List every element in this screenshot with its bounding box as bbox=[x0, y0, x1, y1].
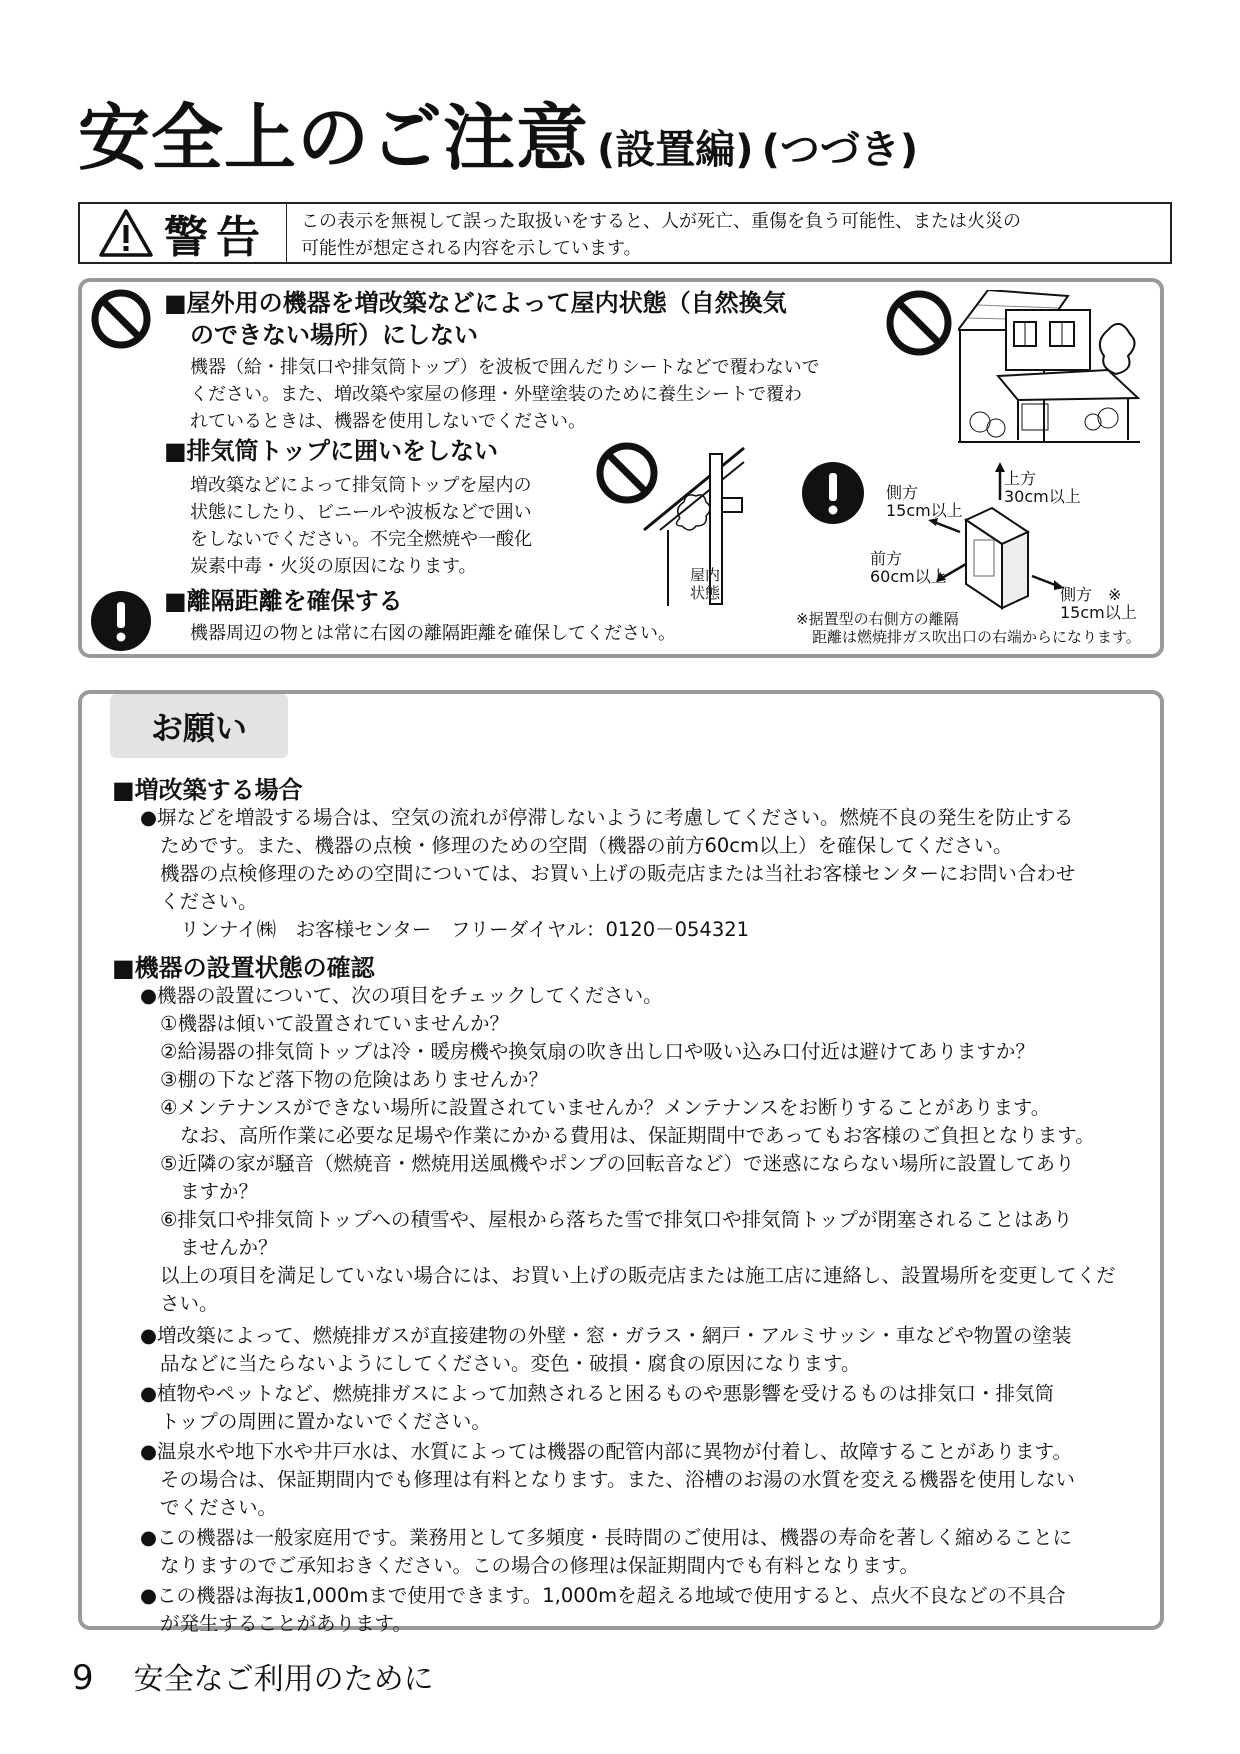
check-item: ③棚の下など落下物の危険はありませんか？ bbox=[160, 1068, 548, 1091]
item2-body-line: 増改築などによって排気筒トップを屋内の bbox=[190, 475, 532, 496]
clearance-note-line: 距離は燃焼排ガス吹出口の右端からになります。 bbox=[812, 628, 1141, 646]
item1-heading-1: ■屋外用の機器を増改築などによって屋内状態（自然換気 bbox=[164, 289, 787, 317]
warning-description bbox=[287, 204, 1035, 262]
request-line: でください。 bbox=[160, 1496, 278, 1519]
title-sub-install: (設置編) bbox=[597, 127, 754, 173]
item2-body-line: をしないでください。不完全燃焼や一酸化 bbox=[190, 529, 532, 550]
request-line: ●この機器は一般家庭用です。業務用として多頻度・長時間のご使用は、機器の寿命を著しく縮めることに bbox=[140, 1526, 1072, 1549]
check-item: ますか？ bbox=[180, 1180, 259, 1203]
warning-triangle-icon bbox=[98, 208, 154, 258]
item2-body-line: 炭素中毒・火災の原因になります。 bbox=[190, 556, 477, 577]
warning-desc-line: 可能性が想定される内容を示しています。 bbox=[301, 238, 642, 259]
request-line: ●この機器は海抜1,000mまで使用できます。1,000mを超える地域で使用すると、点火不良などの不具合 bbox=[140, 1584, 1066, 1607]
request-tab: お願い bbox=[110, 694, 288, 758]
check-item: ②給湯器の排気筒トップは冷・暖房機や換気扇の吹き出し口や吸い込み口付近は避けてありますか？ bbox=[160, 1040, 1035, 1063]
request-line: ●増改築によって、燃焼排ガスが直接建物の外壁・窓・ガラス・網戸・アルミサッシ・車などや物置の塗装 bbox=[140, 1324, 1072, 1347]
customer-center-line: リンナイ㈱ お客様センター フリーダイヤル：0120－054321 bbox=[180, 918, 750, 941]
prohibition-icon bbox=[884, 288, 954, 358]
item1-body-line: れているときは、機器を使用しないでください。 bbox=[190, 411, 586, 432]
prohibition-icon bbox=[90, 288, 152, 350]
check-item: なお、高所作業に必要な足場や作業にかかる費用は、保証期間中であってもお客様のご負担となります。 bbox=[180, 1124, 1095, 1147]
mandatory-icon bbox=[800, 460, 866, 526]
clearance-left-side bbox=[886, 484, 963, 520]
request-line: 品などに当たらないようにしてください。変色・破損・腐食の原因になります。 bbox=[160, 1352, 861, 1375]
request-line: ●温泉水や地下水や井戸水は、水質によっては機器の配管内部に異物が付着し、故障することがあります。 bbox=[140, 1440, 1072, 1463]
indoor-state-label bbox=[690, 566, 720, 602]
title-sub-continued: (つづき) bbox=[761, 127, 919, 173]
request-line: が発生することがあります。 bbox=[160, 1612, 412, 1635]
clearance-label: 側方 ※ bbox=[1060, 585, 1122, 604]
request-line: 以上の項目を満足していない場合には、お買い上げの販売店または施工店に連絡し、設置場所を変更してくだ bbox=[160, 1264, 1116, 1287]
request-line: ●塀などを増設する場合は、空気の流れが停滞しないように考慮してください。燃焼不良の発生を防止する bbox=[140, 806, 1074, 829]
mandatory-icon bbox=[90, 590, 152, 652]
request-line: さい。 bbox=[160, 1292, 219, 1315]
item2-body bbox=[190, 472, 532, 580]
item2-body-line: 状態にしたり、ビニールや波板などで囲い bbox=[190, 502, 532, 523]
page-title bbox=[78, 80, 918, 184]
check-item: ①機器は傾いて設置されていませんか？ bbox=[160, 1012, 509, 1035]
check-item: ⑥排気口や排気筒トップへの積雪や、屋根から落ちた雪で排気口や排気筒トップが閉塞されることはあり bbox=[160, 1208, 1073, 1231]
warning-label-text: 警告 bbox=[164, 212, 268, 263]
request-line: その場合は、保証期間内でも修理は有料となります。また、浴槽のお湯の水質を変える機器を使用しない bbox=[160, 1468, 1075, 1491]
title-main: 安全上のご注意 bbox=[78, 96, 590, 180]
check-item: ④メンテナンスができない場所に設置されていませんか？メンテナンスをお断りすることがあります。 bbox=[160, 1096, 1051, 1119]
item1-body-line: ください。また、増改築や家屋の修理・外壁塗装のために養生シートで覆わ bbox=[190, 384, 802, 405]
section-install-check-heading: ■機器の設置状態の確認 bbox=[112, 954, 375, 982]
warning-header bbox=[78, 202, 1172, 264]
request-line: トップの周囲に置かないでください。 bbox=[160, 1410, 491, 1433]
clearance-label: 上方 bbox=[1004, 469, 1037, 488]
request-line: ください。 bbox=[160, 890, 258, 913]
warning-label bbox=[80, 204, 287, 262]
clearance-label: 30cm以上 bbox=[1004, 487, 1081, 506]
page-footer bbox=[72, 1654, 434, 1698]
indoor-label-line: 状態 bbox=[690, 584, 721, 602]
request-line: ●植物やペットなど、燃焼排ガスによって加熱されると困るものや悪影響を受けるものは排気口・排気筒 bbox=[140, 1382, 1055, 1405]
clearance-label: 15cm以上 bbox=[1060, 603, 1137, 622]
clearance-top bbox=[1004, 470, 1081, 506]
clearance-note-line: ※据置型の右側方の離隔 bbox=[796, 610, 959, 628]
clearance-label: 15cm以上 bbox=[886, 501, 963, 520]
clearance-note bbox=[796, 610, 1141, 646]
item1-body bbox=[190, 354, 820, 435]
house-illustration bbox=[958, 290, 1140, 452]
section-renovation-heading: ■増改築する場合 bbox=[112, 776, 303, 804]
indoor-label-line: 屋内 bbox=[690, 566, 721, 584]
clearance-label: 前方 bbox=[870, 549, 903, 568]
check-item: ませんか？ bbox=[180, 1236, 278, 1259]
item1-heading-2: のできない場所）にしない bbox=[190, 321, 478, 349]
item1-body-line: 機器（給・排気口や排気筒トップ）を波板で囲んだりシートなどで覆わないで bbox=[190, 357, 820, 378]
page-number: 9 bbox=[72, 1658, 94, 1698]
warning-desc-line: この表示を無視して誤った取扱いをすると、人が死亡、重傷を負う可能性、または火災の bbox=[301, 211, 1021, 232]
request-line: ためです。また、機器の点検・修理のための空間（機器の前方60cm以上）を確保してください。 bbox=[160, 834, 1013, 857]
clearance-front bbox=[870, 550, 947, 586]
request-line: 機器の点検修理のための空間については、お買い上げの販売店または当社お客様センターにお問い合わせ bbox=[160, 862, 1076, 885]
clearance-label: 側方 bbox=[886, 483, 919, 502]
request-line: なりますのでご承知おきください。この場合の修理は保証期間内でも有料となります。 bbox=[160, 1554, 919, 1577]
check-item: ⑤近隣の家が騒音（燃焼音・燃焼用送風機やポンプの回転音など）で迷惑にならない場所に設置してあり bbox=[160, 1152, 1075, 1175]
request-line: ●機器の設置について、次の項目をチェックしてください。 bbox=[140, 984, 663, 1007]
item3-body: 機器周辺の物とは常に右図の離隔距離を確保してください。 bbox=[190, 623, 676, 644]
item2-heading: ■排気筒トップに囲いをしない bbox=[164, 437, 498, 465]
item3-heading: ■離隔距離を確保する bbox=[164, 587, 403, 615]
clearance-label: 60cm以上 bbox=[870, 567, 947, 586]
section-name: 安全なご利用のために bbox=[133, 1662, 434, 1697]
